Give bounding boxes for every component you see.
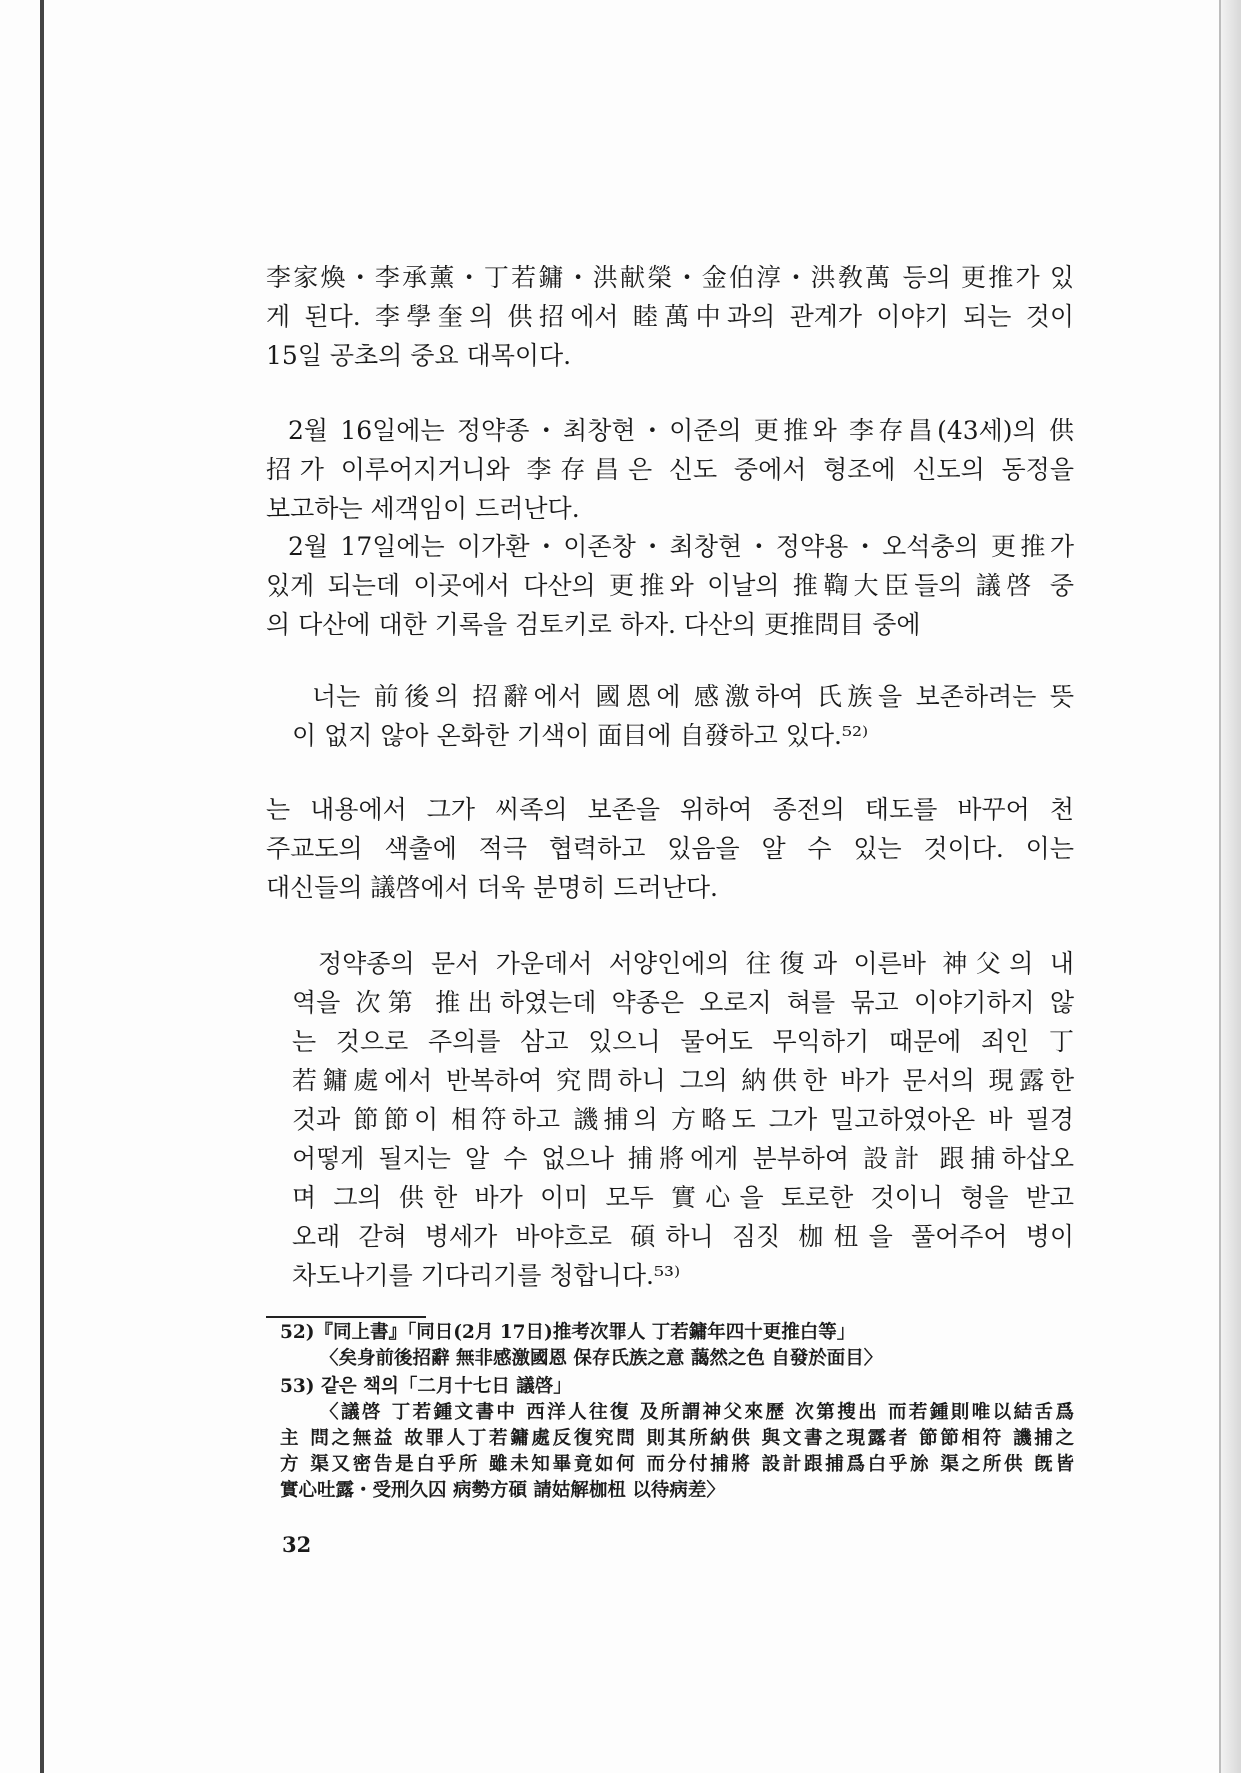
text-line: 너는 前後의 招辭에서 國恩에 感激하여 氏族을 보존하려는 뜻: [312, 682, 1074, 711]
text-line: 의 다산에 대한 기록을 검토키로 하자. 다산의 更推問目 중에: [266, 610, 921, 639]
footnote-line: 〈矣身前後招辭 無非感激國恩 保存氏族之意 藹然之色 自發於面目〉: [320, 1348, 883, 1369]
footnote-line: 53) 같은 책의「二月十七日 議啓」: [280, 1376, 572, 1397]
text-line: 것과 節節이 相符하고 譏捕의 方略도 그가 밀고하였아온 바 필경: [292, 1105, 1074, 1134]
text-line: 招가 이루어지거니와 李存昌은 신도 중에서 형조에 신도의 동정을: [266, 455, 1074, 484]
text-line: 어떻게 될지는 알 수 없으나 捕將에게 분부하여 設計 跟捕하삽오: [292, 1144, 1074, 1173]
footnote-line: 52)『同上書』「同日(2月 17日)推考次罪人 丁若鏞年四十更推白等」: [280, 1322, 856, 1343]
text-line: 며 그의 供한 바가 이미 모두 實心을 토로한 것이니 형을 받고: [292, 1183, 1074, 1212]
page-right-edge: [1219, 0, 1241, 1773]
footnote-line: 〈議啓 丁若鍾文書中 西洋人往復 及所謂神父來歷 次第搜出 而若鍾則唯以結舌爲: [320, 1402, 1074, 1423]
paragraph-2: [288, 411, 1074, 450]
text-line: 2월 16일에는 정약종・최창현・이준의 更推와 李存昌(43세)의 供: [288, 416, 1074, 445]
text-line: 주교도의 색출에 적극 협력하고 있음을 알 수 있는 것이다. 이는: [266, 834, 1074, 863]
text-line: 대신들의 議啓에서 더욱 분명히 드러난다.: [266, 873, 718, 902]
text-line: 오래 갇혀 병세가 바야흐로 碩하니 짐짓 枷杻을 풀어주어 병이: [292, 1222, 1074, 1251]
quote-1: [292, 677, 1074, 755]
text-line: 는 내용에서 그가 씨족의 보존을 위하여 종전의 태도를 바꾸어 천: [266, 795, 1074, 824]
text-line: 역을 次第 推出하였는데 약종은 오로지 혀를 묶고 이야기하지 않: [292, 988, 1074, 1017]
text-line: 는 것으로 주의를 삼고 있으니 물어도 무익하기 때문에 죄인 丁: [292, 1027, 1074, 1056]
text-line: 있게 되는데 이곳에서 다산의 更推와 이날의 推鞫大臣들의 議啓 중: [266, 571, 1074, 600]
text-line: 若鏞處에서 반복하여 究問하니 그의 納供한 바가 문서의 現露한: [292, 1066, 1074, 1095]
page-number: 32: [282, 1532, 312, 1557]
paragraph-3: [288, 527, 1074, 566]
footnote-divider: [266, 1316, 426, 1318]
footnote-line: 實心吐露・受刑久囚 病勢方碩 請姑解枷杻 以待病差〉: [280, 1480, 725, 1501]
text-line: 게 된다. 李學奎의 供招에서 睦萬中과의 관계가 이야기 되는 것이: [266, 302, 1074, 331]
paragraph-2-cont: [266, 450, 1074, 528]
footnote-line: 主 問之無益 故罪人丁若鏞處反復究問 則其所納供 與文書之現露者 節節相符 譏捕之: [280, 1428, 1074, 1449]
footnote-line: 方 渠又密告是白乎所 雖未知畢竟如何 而分付捕將 設計跟捕爲白乎旀 渠之所供 旣皆: [280, 1454, 1074, 1475]
page-left-edge: [40, 0, 44, 1773]
text-line: 이 없지 않아 온화한 기색이 面目에 自發하고 있다.⁵²⁾: [292, 721, 869, 750]
text-line: 정약종의 문서 가운데서 서양인에의 往復과 이른바 神父의 내: [318, 949, 1074, 978]
text-line: 15일 공초의 중요 대목이다.: [266, 341, 572, 370]
footnote-53: [280, 1374, 1074, 1504]
text-line: 2월 17일에는 이가환・이존창・최창현・정약용・오석충의 更推가: [288, 532, 1074, 561]
footnote-52: [280, 1320, 1074, 1372]
text-line: 차도나기를 기다리기를 청합니다.⁵³⁾: [292, 1261, 681, 1290]
paragraph-4: [266, 790, 1074, 907]
quote-2: [292, 944, 1074, 1295]
text-line: 李家煥・李承薰・丁若鏞・洪献榮・金伯淳・洪敎萬 등의 更推가 있: [266, 263, 1074, 292]
paragraph-1: [266, 258, 1074, 375]
paragraph-3-cont: [266, 566, 1074, 644]
text-line: 보고하는 세객임이 드러난다.: [266, 494, 580, 523]
